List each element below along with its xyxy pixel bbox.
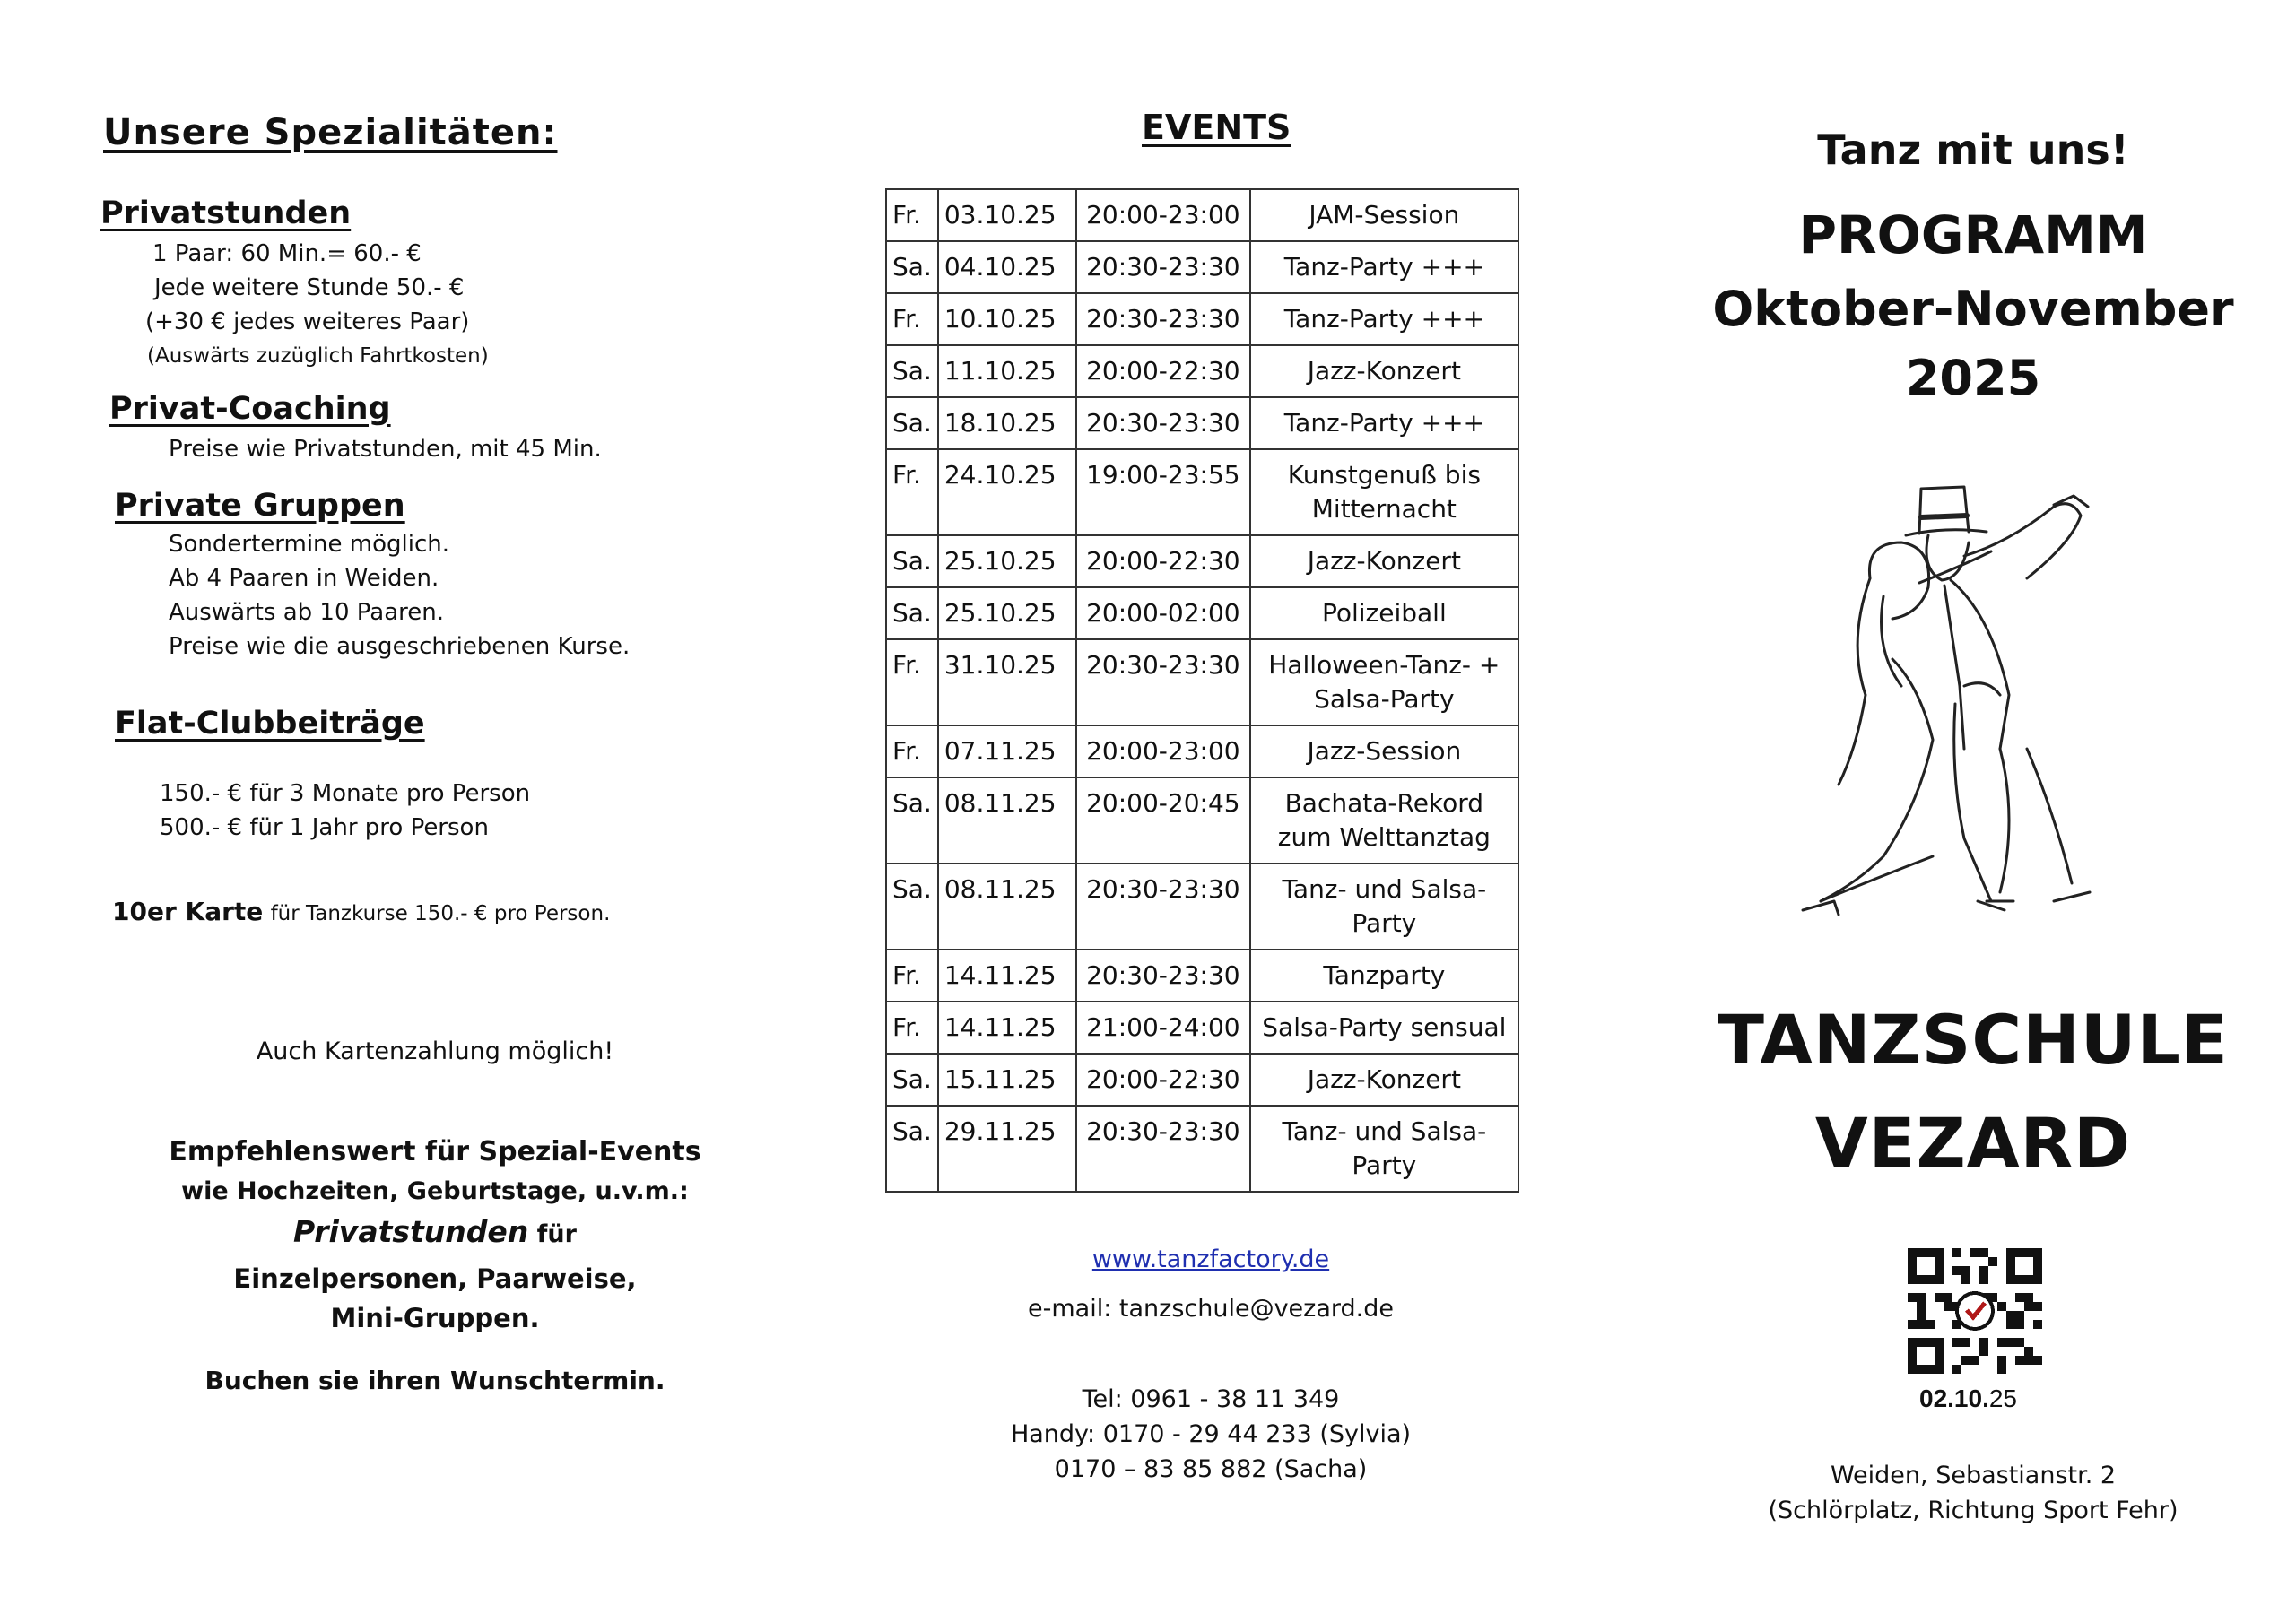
recommendation-line1: Empfehlenswert für Spezial-Events xyxy=(169,1136,701,1167)
event-row xyxy=(886,950,1518,1002)
flat-details xyxy=(160,777,530,845)
qr-code-icon[interactable] xyxy=(1908,1248,2042,1374)
event-name: Kunstgenuß bis Mitternacht xyxy=(1250,449,1518,535)
event-name: Tanz-Party +++ xyxy=(1250,397,1518,449)
event-time: 19:00-23:55 xyxy=(1076,449,1250,535)
specialties-heading: Unsere Spezialitäten: xyxy=(103,112,558,153)
event-row xyxy=(886,639,1518,725)
event-time: 20:00-23:00 xyxy=(1076,725,1250,777)
event-date: 04.10.25 xyxy=(938,241,1076,293)
event-day: Fr. xyxy=(886,639,938,725)
programm-title: PROGRAMM xyxy=(1798,204,2148,265)
coaching-heading: Privat-Coaching xyxy=(109,391,391,427)
event-name: Tanz- und Salsa-Party xyxy=(1250,864,1518,950)
event-row xyxy=(886,535,1518,587)
phone-number: Tel: 0961 - 38 11 349 xyxy=(1082,1385,1340,1413)
event-day: Sa. xyxy=(886,345,938,397)
mobile-number-sacha: 0170 – 83 85 882 (Sacha) xyxy=(1054,1455,1368,1483)
website-link[interactable]: www.tanzfactory.de xyxy=(1091,1245,1330,1273)
event-row xyxy=(886,725,1518,777)
issue-date-bold: 02.10. xyxy=(1919,1384,1989,1412)
event-row xyxy=(886,449,1518,535)
event-name: Salsa-Party sensual xyxy=(1250,1002,1518,1054)
event-name: Jazz-Konzert xyxy=(1250,535,1518,587)
issue-date-year: 25 xyxy=(1988,1384,2018,1412)
event-day: Fr. xyxy=(886,725,938,777)
event-name: Halloween-Tanz- + Salsa-Party xyxy=(1250,639,1518,725)
event-row xyxy=(886,587,1518,639)
event-row xyxy=(886,864,1518,950)
gruppen-details xyxy=(169,527,630,664)
event-name: Jazz-Konzert xyxy=(1250,345,1518,397)
privatstunden-line: Jede weitere Stunde 50.- € xyxy=(154,274,465,301)
event-time: 20:30-23:30 xyxy=(1076,950,1250,1002)
event-time: 20:00-20:45 xyxy=(1076,777,1250,864)
school-name-line1: TANZSCHULE xyxy=(1718,1000,2229,1080)
recommendation-line3 xyxy=(126,1211,744,1259)
event-date: 31.10.25 xyxy=(938,639,1076,725)
event-day: Fr. xyxy=(886,189,938,241)
privatstunden-line: (+30 € jedes weiteres Paar) xyxy=(145,308,470,335)
gruppen-line: Preise wie die ausgeschriebenen Kurse. xyxy=(169,633,631,660)
contact-block xyxy=(897,1242,1525,1487)
recommendation-line4: Einzelpersonen, Paarweise, xyxy=(233,1263,637,1294)
address-line1: Weiden, Sebastianstr. 2 xyxy=(1830,1462,2117,1489)
recommendation-privatstunden: Privatstunden xyxy=(293,1214,529,1249)
event-time: 20:00-22:30 xyxy=(1076,535,1250,587)
privatstunden-line: (Auswärts zuzüglich Fahrtkosten) xyxy=(147,344,489,368)
event-date: 11.10.25 xyxy=(938,345,1076,397)
event-day: Fr. xyxy=(886,950,938,1002)
recommendation-line6: Buchen sie ihren Wunschtermin. xyxy=(204,1366,665,1395)
program-year: 2025 xyxy=(1905,350,2041,406)
event-time: 20:30-23:30 xyxy=(1076,1106,1250,1192)
events-heading: EVENTS xyxy=(1142,108,1292,147)
address-line2: (Schlörplatz, Richtung Sport Fehr) xyxy=(1768,1497,2179,1524)
event-date: 24.10.25 xyxy=(938,449,1076,535)
event-time: 20:00-22:30 xyxy=(1076,345,1250,397)
event-day: Sa. xyxy=(886,1054,938,1106)
event-day: Sa. xyxy=(886,1106,938,1192)
event-time: 20:30-23:30 xyxy=(1076,241,1250,293)
event-day: Sa. xyxy=(886,864,938,950)
ten-card-text: für Tanzkurse 150.- € pro Person. xyxy=(270,902,611,925)
address-block xyxy=(1659,1458,2287,1528)
event-row xyxy=(886,1054,1518,1106)
event-date: 10.10.25 xyxy=(938,293,1076,345)
event-time: 20:30-23:30 xyxy=(1076,397,1250,449)
event-day: Sa. xyxy=(886,587,938,639)
event-row xyxy=(886,345,1518,397)
event-date: 03.10.25 xyxy=(938,189,1076,241)
event-name: Jazz-Konzert xyxy=(1250,1054,1518,1106)
event-row xyxy=(886,397,1518,449)
recommendation-line2: wie Hochzeiten, Geburtstage, u.v.m.: xyxy=(181,1177,689,1205)
event-date: 07.11.25 xyxy=(938,725,1076,777)
event-name: JAM-Session xyxy=(1250,189,1518,241)
privatstunden-heading: Privatstunden xyxy=(100,195,352,231)
mobile-number-sylvia: Handy: 0170 - 29 44 233 (Sylvia) xyxy=(1010,1420,1412,1448)
gruppen-line: Ab 4 Paaren in Weiden. xyxy=(169,565,439,592)
ten-card-label: 10er Karte xyxy=(112,897,264,926)
event-date: 14.11.25 xyxy=(938,950,1076,1002)
tagline: Tanz mit uns! xyxy=(1817,126,2129,174)
event-date: 25.10.25 xyxy=(938,535,1076,587)
event-date: 29.11.25 xyxy=(938,1106,1076,1192)
issue-date xyxy=(1919,1384,2017,1413)
recommendation-fuer: für xyxy=(528,1220,577,1248)
privatstunden-details xyxy=(145,237,489,373)
flat-line: 150.- € für 3 Monate pro Person xyxy=(160,780,531,807)
events-table xyxy=(885,188,1519,1193)
recommendation-line5: Mini-Gruppen. xyxy=(330,1303,540,1333)
coaching-line: Preise wie Privatstunden, mit 45 Min. xyxy=(169,436,602,463)
event-date: 18.10.25 xyxy=(938,397,1076,449)
event-date: 08.11.25 xyxy=(938,864,1076,950)
event-day: Fr. xyxy=(886,1002,938,1054)
event-date: 15.11.25 xyxy=(938,1054,1076,1106)
event-name: Tanz-Party +++ xyxy=(1250,293,1518,345)
program-period: Oktober-November xyxy=(1712,281,2234,337)
email-address: e-mail: tanzschule@vezard.de xyxy=(1028,1295,1394,1323)
event-row xyxy=(886,1002,1518,1054)
event-name: Jazz-Session xyxy=(1250,725,1518,777)
event-day: Sa. xyxy=(886,777,938,864)
gruppen-line: Auswärts ab 10 Paaren. xyxy=(169,599,444,626)
dancing-couple-illustration xyxy=(1785,480,2144,919)
event-time: 21:00-24:00 xyxy=(1076,1002,1250,1054)
event-row xyxy=(886,1106,1518,1192)
gruppen-heading: Private Gruppen xyxy=(115,488,405,524)
event-name: Tanz- und Salsa-Party xyxy=(1250,1106,1518,1192)
event-row xyxy=(886,293,1518,345)
event-time: 20:30-23:30 xyxy=(1076,864,1250,950)
event-name: Polizeiball xyxy=(1250,587,1518,639)
event-row xyxy=(886,241,1518,293)
event-day: Sa. xyxy=(886,241,938,293)
privatstunden-line: 1 Paar: 60 Min.= 60.- € xyxy=(152,240,422,267)
event-name: Tanz-Party +++ xyxy=(1250,241,1518,293)
event-date: 14.11.25 xyxy=(938,1002,1076,1054)
flat-heading: Flat-Clubbeiträge xyxy=(115,706,425,742)
event-day: Sa. xyxy=(886,397,938,449)
card-payment-note: Auch Kartenzahlung möglich! xyxy=(256,1037,614,1065)
event-day: Fr. xyxy=(886,293,938,345)
event-time: 20:30-23:30 xyxy=(1076,293,1250,345)
event-name: Tanzparty xyxy=(1250,950,1518,1002)
event-date: 08.11.25 xyxy=(938,777,1076,864)
school-name-line2: VEZARD xyxy=(1814,1103,2132,1183)
event-day: Fr. xyxy=(886,449,938,535)
event-time: 20:00-22:30 xyxy=(1076,1054,1250,1106)
event-row xyxy=(886,777,1518,864)
gruppen-line: Sondertermine möglich. xyxy=(169,531,450,558)
event-day: Sa. xyxy=(886,535,938,587)
event-time: 20:00-23:00 xyxy=(1076,189,1250,241)
flat-line: 500.- € für 1 Jahr pro Person xyxy=(160,814,489,841)
event-time: 20:30-23:30 xyxy=(1076,639,1250,725)
coaching-details xyxy=(169,432,602,466)
ten-card-offer xyxy=(112,895,610,931)
event-date: 25.10.25 xyxy=(938,587,1076,639)
event-name: Bachata-Rekord zum Welttanztag xyxy=(1250,777,1518,864)
recommendation-block xyxy=(126,1132,744,1401)
event-row xyxy=(886,189,1518,241)
event-time: 20:00-02:00 xyxy=(1076,587,1250,639)
